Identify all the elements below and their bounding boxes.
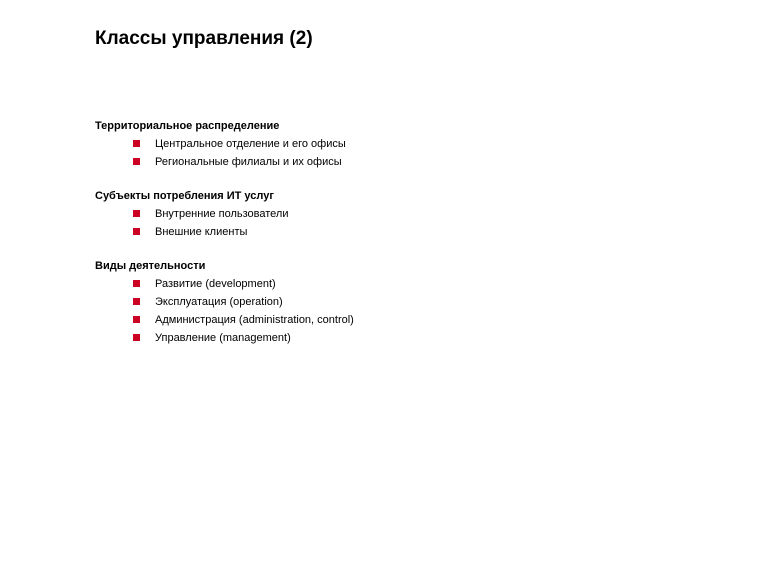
square-bullet-icon (133, 140, 140, 147)
list-item (95, 277, 695, 291)
section-territorial (95, 119, 695, 169)
list-item (95, 155, 695, 169)
list-item (95, 207, 695, 221)
square-bullet-icon (133, 316, 140, 323)
section-activities (95, 259, 695, 345)
square-bullet-icon (133, 228, 140, 235)
list-item (95, 313, 695, 327)
list-item-text: Эксплуатация (operation) (155, 296, 283, 308)
list-item-text: Центральное отделение и его офисы (155, 138, 346, 150)
bullet-list (95, 277, 695, 345)
list-item (95, 225, 695, 239)
slide-title: Классы управления (2) (95, 28, 313, 49)
bullet-list (95, 207, 695, 239)
section-heading: Субъекты потребления ИТ услуг (95, 190, 274, 202)
square-bullet-icon (133, 280, 140, 287)
list-item-text: Администрация (administration, control) (155, 314, 354, 326)
section-it-consumers (95, 189, 695, 239)
square-bullet-icon (133, 158, 140, 165)
list-item-text: Управление (management) (155, 332, 291, 344)
list-item (95, 295, 695, 309)
list-item (95, 137, 695, 151)
square-bullet-icon (133, 210, 140, 217)
list-item (95, 331, 695, 345)
square-bullet-icon (133, 298, 140, 305)
list-item-text: Региональные филиалы и их офисы (155, 156, 342, 168)
bullet-list (95, 137, 695, 169)
list-item-text: Внутренние пользователи (155, 208, 289, 220)
square-bullet-icon (133, 334, 140, 341)
list-item-text: Внешние клиенты (155, 226, 248, 238)
list-item-text: Развитие (development) (155, 278, 276, 290)
section-heading: Территориальное распределение (95, 120, 280, 132)
section-heading: Виды деятельности (95, 260, 206, 272)
